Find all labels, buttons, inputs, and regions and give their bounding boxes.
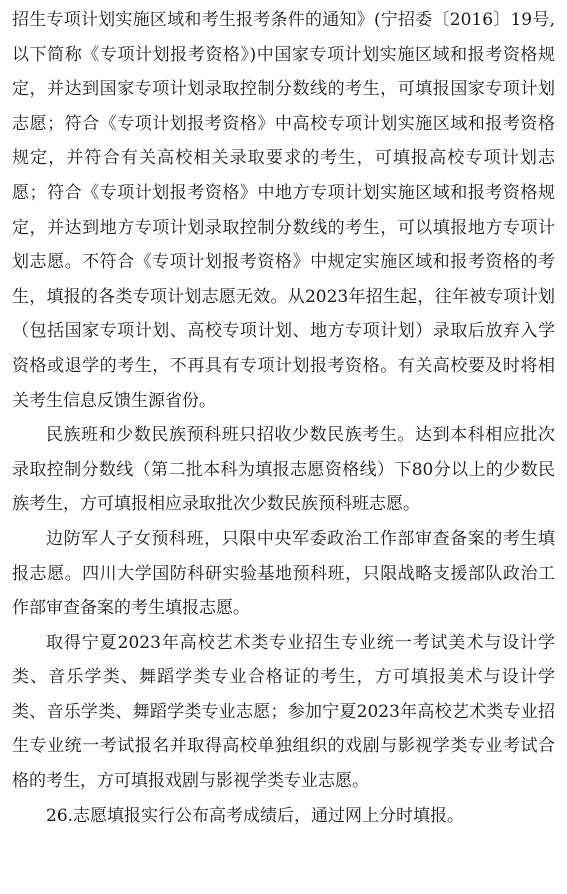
paragraph-art-majors: 取得宁夏2023年高校艺术类专业招生专业统一考试美术与设计学类、音乐学类、舞蹈学类专业合格证的考生，方可填报美术与设计学类、音乐学类、舞蹈学类专业志愿；参加宁夏2023年高校艺术类专业招生专业统一考试报名并取得高校单独组织的戏剧与影视学类专业考试合格的考生，方可填报戏剧与影视学类专业志愿。	[12, 632, 555, 792]
document-body	[12, 3, 555, 833]
paragraph-item-26: 26.志愿填报实行公布高考成绩后，通过网上分时填报。	[46, 805, 465, 826]
paragraph-border-military-class: 边防军人子女预科班，只限中央军委政治工作部审查备案的考生填报志愿。四川大学国防科研实验基地预科班，只限战略支援部队政治工作部审查备案的考生填报志愿。	[12, 528, 555, 619]
paragraph-special-plan: 招生专项计划实施区域和考生报考条件的通知》(宁招委〔2016〕19号,以下简称《专项计划报考资格》)中国家专项计划实施区域和报考资格规定，并达到国家专项计划录取控制分数线的考生，可填报国家专项计划志愿；符合《专项计划报考资格》中高校专项计划实施区域和报考资格规定，并符合有关高校相关录取要求的考生，可填报高校专项计划志愿；符合《专项计划报考资格》中地方专项计划实施区域和报考资格规定，并达到地方专项计划录取控制分数线的考生，可以填报地方专项计划志愿。不符合《专项计划报考资格》中规定实施区域和报考资格的考生，填报的各类专项计划志愿无效。从2023年招生起，往年被专项计划（包括国家专项计划、高校专项计划、地方专项计划）录取后放弃入学资格或退学的考生，不再具有专项计划报考资格。有关高校要及时将相关考生信息反馈生源省份。	[12, 10, 555, 411]
paragraph-ethnic-class: 民族班和少数民族预科班只招收少数民族考生。达到本科相应批次录取控制分数线（第二批本科为填报志愿资格线）下80分以上的少数民族考生，方可填报相应录取批次少数民族预科班志愿。	[12, 425, 555, 515]
